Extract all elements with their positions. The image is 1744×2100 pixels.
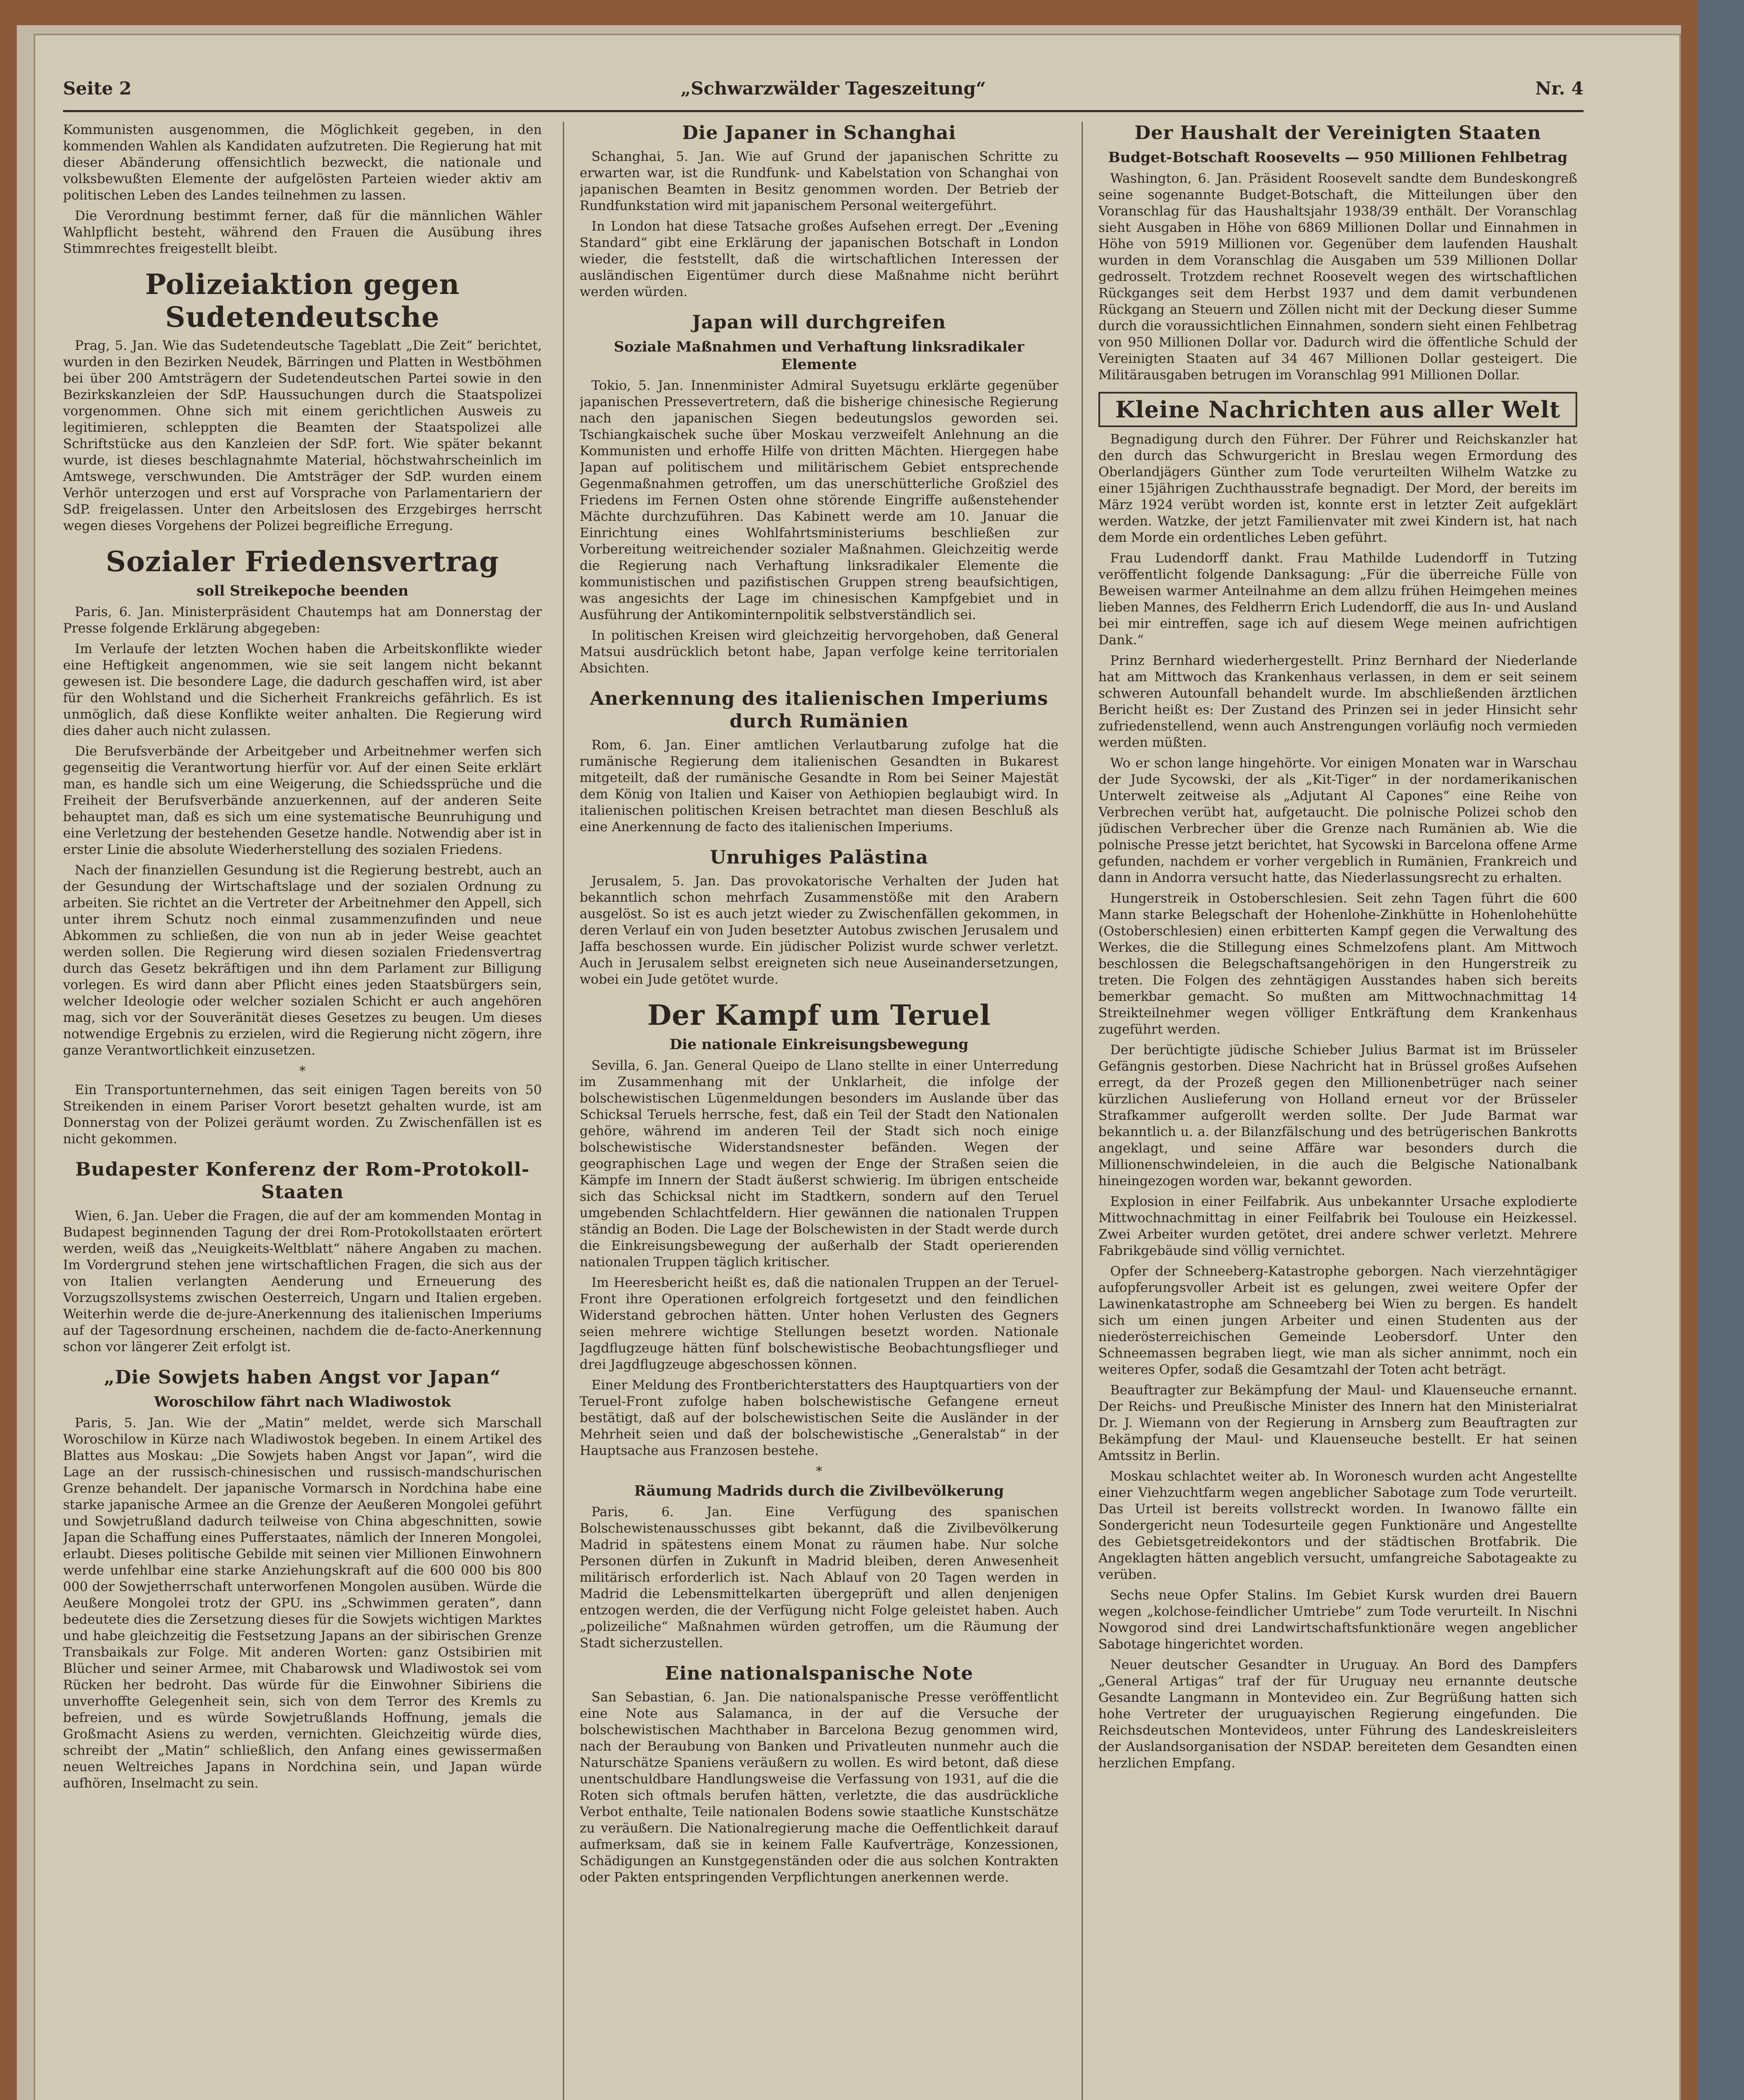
article-paragraph: Paris, 6. Jan. Ministerpräsident Chautemps hat am Donnerstag der Presse folgende Erklärung abgegeben: <box>63 604 542 636</box>
article-paragraph: Prinz Bernhard wiederhergestellt. Prinz Bernhard der Niederlande hat am Mittwoch das Krankenhaus verlassen, in dem er seit seinem schweren Autounfall behandelt wurde. Im abschließenden ärztlichen Bericht heißt es: Der Zustand des Prinzen sei in jeder Hinsicht sehr zufriedenstellend, wenn auch Anstrengungen vorläufig noch vermieden werden müßten. <box>1098 653 1577 750</box>
article-paragraph: Sechs neue Opfer Stalins. Im Gebiet Kursk wurden drei Bauern wegen „kolchose-feindlicher Umtriebe“ zum Tode verurteilt. In Nischni Nowgorod sind drei Landwirtschaftsfunktionäre wegen angeblicher Sabotage hingerichtet worden. <box>1098 1588 1577 1652</box>
article-paragraph: Explosion in einer Feilfabrik. Aus unbekannter Ursache explodierte Mittwochnachmittag in einer Feilfabrik bei Toulouse ein Heizkessel. Zwei Arbeiter wurden getötet, drei andere schwer verletzt. Mehrere Fabrikgebäude sind völlig vernichtet. <box>1098 1194 1577 1258</box>
article-paragraph: Schanghai, 5. Jan. Wie auf Grund der japanischen Schritte zu erwarten war, ist die Rundfunk- und Kabelstation von Schanghai von japanischen Beamten in Besitz genommen worden. Der Betrieb der Rundfunkstation wird mit japanischem Personal weitergeführt. <box>580 149 1058 213</box>
column-1 <box>63 122 542 2100</box>
headline: Japan will durchgreifen <box>692 312 946 333</box>
column-rule-2 <box>1082 122 1083 2100</box>
article-paragraph: Einer Meldung des Frontberichterstatters des Hauptquartiers von der Teruel-Front zufolge haben bolschewistische Gefangene erneut bestätigt, daß auf der bolschewistischen Seite die Ausländer in der Mehrheit seien und daß der bolschewistische „Generalstab“ in der Hauptsache aus Franzosen bestehe. <box>580 1378 1058 1458</box>
article-paragraph: Wien, 6. Jan. Ueber die Fragen, die auf der am kommenden Montag in Budapest beginnenden Tagung der drei Rom-Protokollstaaten erörtert werden, weiß das „Neuigkeits-Weltblatt“ nähere Angaben zu machen. Im Vordergrund stehen jene wirtschaftlichen Fragen, die sich aus der von Italien verlangten Aenderung und Erneuerung des Vorzugszollsystems zwischen Oesterreich, Ungarn und Italien ergeben. Weiterhin werde die de-jure-Anerkennung des italienischen Imperiums auf der Tagesordnung erscheinen, nachdem die de-facto-Anerkennung schon vor längerer Zeit erfolgt ist. <box>63 1208 542 1354</box>
column-3 <box>1098 122 1577 2100</box>
headline: Der Kampf um Teruel <box>647 999 991 1032</box>
article-paragraph: Die Berufsverbände der Arbeitgeber und Arbeitnehmer werfen sich gegenseitig die Verantwortung hierfür vor. Auf der einen Seite erklärt man, es handle sich um eine Weigerung, die Schiedssprüche und die Freiheit der Berufsverbände anzuerkennen, auf der anderen Seite behauptet man, daß es sich um eine systematische Beunruhigung und eine Verletzung der bestehenden Gesetze handle. Notwendig aber ist in erster Linie die absolute Wiederherstellung des sozialen Friedens. <box>63 744 542 857</box>
article-paragraph: Paris, 6. Jan. Eine Verfügung des spanischen Bolschewistenausschusses gibt bekannt, daß die Zivilbevölkerung Madrid in spätestens einem Monat zu räumen habe. Nur solche Personen dürfen in Zukunft in Madrid bleiben, deren Anwesenheit militärisch erforderlich ist. Nach Ablauf von 20 Tagen werden in Madrid die Lebensmittelkarten übergeprüft und allen denjenigen entzogen werden, die der Verfügung nicht Folge geleistet haben. Auch „polizeiliche“ Maßnahmen würden getroffen, um die Räumung der Stadt sicherzustellen. <box>580 1504 1058 1651</box>
headline: Kleine Nachrichten aus aller Welt <box>1115 396 1560 423</box>
article-paragraph: Paris, 5. Jan. Wie der „Matin“ meldet, werde sich Marschall Woroschilow in Kürze nach Wladiwostok begeben. In einem Artikel des Blattes aus Moskau: „Die Sowjets haben Angst vor Japan“, wird die Lage an der russisch-chinesischen und russisch-mandschurischen Grenze behandelt. Der japanische Vormarsch in Nordchina habe eine starke japanische Armee an die Grenze der Aeußeren Mongolei geführt und Sowjetrußland dadurch teilweise von China abgeschnitten, sowie Japan die Schaffung eines Pufferstaates, nämlich der Inneren Mongolei, erlaubt. Dieses politische Gebilde mit seinen vier Millionen Einwohnern werde unfehlbar eine starke Anziehungskraft auf die 600 000 bis 800 000 der Sowjetherrschaft unterworfenen Mongolen ausüben. Würde die Aeußere Mongolei trotz der GPU. ins „Schwimmen geraten“, dann bedeutete dies die Zersetzung dieses für die Sowjets wichtigen Marktes und habe gleichzeitig die Festsetzung Japans an der sibirischen Grenze Transbaikals zur Folge. Mit anderen Worten: ganz Ostsibirien mit Blücher und seiner Armee, mit Chabarowsk und Wladiwostok sei vom Rücken her bedroht. Das würde für die Einwohner Sibiriens die unverhoffte Gelegenheit sein, sich von dem Terror des Kremls zu befreien, und es würde Sowjetrußlands Hoffnung, jemals die Großmacht Asiens zu werden, vernichten. Gleichzeitig würde dies, schreibt der „Matin“ schließlich, den Anfang eines gewissermaßen neuen Weltreiches Japans in Nordchina sein, und Japan würde aufhören, Inselmacht zu sein. <box>63 1415 542 1791</box>
article-paragraph: Prag, 5. Jan. Wie das Sudetendeutsche Tageblatt „Die Zeit“ berichtet, wurden in den Bezirken Neudek, Bärringen und Platten in Westböhmen bei über 200 Amtsträgern der Sudetendeutschen Partei sowie in den Bezirkskanzleien der SdP. Haussuchungen durch die Staatspolizei vorgenommen. Ohne sich mit einem gerichtlichen Ausweis zu legitimieren, schleppten die Beamten der Staatspolizei alle Schriftstücke aus den Kanzleien der SdP. fort. Wie später bekannt wurde, ist dieses beschlagnahmte Material, höchstwahrscheinlich im Amtswege, verschwunden. Die Amtsträger der SdP. wurden einem Verhör unterzogen und erst auf Vorsprache von Parlamentariern der SdP. freigelassen. Unter den Arbeitslosen des Erzgebirges herrscht wegen dieses Vorgehens der Polizei begreifliche Erregung. <box>63 338 542 533</box>
article-paragraph: Beauftragter zur Bekämpfung der Maul- und Klauenseuche ernannt. Der Reichs- und Preußische Minister des Innern hat den Ministerialrat Dr. J. Wiemann von der Regierung in Arnsberg zum Beauftragten zur Bekämpfung der Maul- und Klauenseuche bestellt. Er hat seinen Amtssitz in Berlin. <box>1098 1383 1577 1463</box>
subheadline: Woroschilow fährt nach Wladiwostok <box>154 1394 451 1410</box>
book-binding-right <box>1698 0 1744 2100</box>
article-paragraph: San Sebastian, 6. Jan. Die nationalspanische Presse veröffentlicht eine Note aus Salamanca, in der auf die Versuche der bolschewistischen Machthaber in Barcelona Bezug genommen wird, nach der Beraubung von Banken und Privatleuten nunmehr auch die Naturschätze Spaniens veräußern zu wollen. Es wird betont, daß diese unentschuldbare Handlungsweise die Verfassung von 1931, auf die die Roten sich oftmals berufen hätten, verletzte, die das ausdrückliche Verbot enthalte, Teile nationalen Bodens sowie staatliche Kunstschätze zu veräußern. Die Nationalregierung mache die Oeffentlichkeit darauf aufmerksam, daß sie in keinem Falle Kaufverträge, Konzessionen, Schädigungen an Kunstgegenständen oder die aus solchen Kontrakten oder Pakten entspringenden Verpflichtungen anerkennen werde. <box>580 1690 1058 1885</box>
article-paragraph: Hungerstreik in Ostoberschlesien. Seit zehn Tagen führt die 600 Mann starke Belegschaft der Hohenlohe-Zinkhütte in Hohenlohehütte (Ostoberschlesien) einen erbitterten Kampf gegen die Verwaltung des Werkes, die die Stillegung eines Schmelzofens plant. Am Mittwoch beschlossen die Belegschaftsangehörigen in den Hungerstreik zu treten. Die Folgen des zehntägigen Ausstandes haben sich bereits bemerkbar gemacht. So mußten am Mittwochnachmittag 14 Streikteilnehmer wegen völliger Entkräftung dem Krankenhaus zugeführt werden. <box>1098 891 1577 1037</box>
header-rule <box>63 110 1584 112</box>
headline: Anerkennung des italienischen Imperiums durch Rumänien <box>590 688 1048 732</box>
subheadline: Soziale Maßnahmen und Verhaftung linksradikaler Elemente <box>614 339 1024 373</box>
book-binding-top <box>0 0 1744 25</box>
article-paragraph: Tokio, 5. Jan. Innenminister Admiral Suyetsugu erklärte gegenüber japanischen Pressevertretern, daß die bisherige chinesische Regierung nach den japanischen Siegen bedeutungslos geworden sei. Tschiangkaischek suche über Moskau verzweifelt Anlehnung an die Kommunisten und erhoffe Hilfe von dritten Mächten. Hiergegen habe Japan auf politischem und militärischem Gebiet entsprechende Gegenmaßnahmen getroffen, um das unerschütterliche Großziel des Friedens im Fernen Osten ohne störende Eingriffe außenstehender Mächte durchzuführen. Das Kabinett werde am 10. Januar die Einrichtung eines Wohlfahrtsministeriums beschließen zur Vorbereitung weitreichender sozialer Maßnahmen. Gleichzeitig werde die Regierung nach Verhaftung linksradikaler Elemente die kommunistischen und pazifistischen Gruppen streng beaufsichtigen, was angesichts der Lage im chinesischen Kampfgebiet und in Ausführung der Antikominternpolitik selbstverständlich sei. <box>580 378 1058 622</box>
headline: Sozialer Friedensvertrag <box>106 545 499 578</box>
page-header <box>63 71 1584 105</box>
article-paragraph: Frau Ludendorff dankt. Frau Mathilde Ludendorff in Tutzing veröffentlicht folgende Danksagung: „Für die überreiche Fülle von Beweisen warmer Anteilnahme an dem allzu frühen Heimgehen meines lieben Mannes, des Feldherrn Erich Ludendorff, die aus In- und Ausland bei mir eintreffen, sage ich auf diesem Wege meinen aufrichtigen Dank.“ <box>1098 551 1577 648</box>
subheadline: Budget-Botschaft Roosevelts — 950 Millionen Fehlbetrag <box>1108 149 1568 166</box>
article-paragraph: Im Heeresbericht heißt es, daß die nationalen Truppen an der Teruel-Front ihre Operationen erfolgreich fortgesetzt und den feindlichen Widerstand gebrochen hätten. Unter hohen Verlusten des Gegners seien mehrere wichtige Stellungen besetzt worden. Nationale Jagdflugzeuge hätten fünf bolschewistische Beobachtungsflieger und drei Jagdflugzeuge abgeschossen können. <box>580 1275 1058 1372</box>
separator-star: * <box>299 1064 306 1079</box>
article-paragraph: Die Verordnung bestimmt ferner, daß für die männlichen Wähler Wahlpflicht besteht, während den Frauen die Ausübung ihres Stimmrechtes freigestellt bleibt. <box>63 208 542 256</box>
article-paragraph: Washington, 6. Jan. Präsident Roosevelt sandte dem Bundeskongreß seine sogenannte Budget-Botschaft, die Mitteilungen über den Voranschlag für das Haushaltsjahr 1938/39 enthält. Der Voranschlag sieht Ausgaben in Höhe von 6869 Millionen Dollar und Einnahmen in Höhe von 5919 Millionen vor. Gegenüber dem laufenden Haushalt wurden in dem Voranschlag die Ausgaben um 539 Millionen Dollar gedrosselt. Trotzdem rechnet Roosevelt wegen des wirtschaftlichen Rückganges seit dem Herbst 1937 und dem damit verbundenen Rückgang an Steuern und Zöllen nicht mit der Deckung dieser Summe durch die voraussichtlichen Einnahmen, sondern sieht einen Fehlbetrag von 950 Millionen Dollar vor. Dadurch wird die öffentliche Schuld der Vereinigten Staaten auf 34 467 Millionen Dollar gesteigert. Die Militärausgaben betrugen im Voranschlag 991 Millionen Dollar. <box>1098 171 1577 383</box>
subheadline: Räumung Madrids durch die Zivilbevölkerung <box>634 1483 1004 1499</box>
article-paragraph: Der berüchtigte jüdische Schieber Julius Barmat ist im Brüsseler Gefängnis gestorben. Diese Nachricht hat in Brüssel großes Aufsehen erregt, da der Prozeß gegen den Millionenbetrüger nach seiner kürzlichen Auslieferung von Holland erneut vor der Brüsseler Strafkammer aufgerollt werden sollte. Der Jude Barmat war bekanntlich u. a. der Bilanzfälschung und des betrügerischen Bankrotts angeklagt, und seine Affäre war besonders durch die Millionenschwindeleien, in die auch die Belgische Nationalbank hineingezogen worden war, bekannt geworden. <box>1098 1042 1577 1189</box>
headline: Der Haushalt der Vereinigten Staaten <box>1134 122 1542 144</box>
headline: „Die Sowjets haben Angst vor Japan“ <box>104 1367 501 1388</box>
article-paragraph: Wo er schon lange hingehörte. Vor einigen Monaten war in Warschau der Jude Sycowski, der als „Kit-Tiger“ in der nordamerikanischen Unterwelt zeitweise als „Adjutant Al Capones“ eine Reihe von Verbrechen verübt hat, aufgetaucht. Die polnische Polizei schob den jüdischen Verbrecher über die Grenze nach Rumänien ab. Wie die polnische Presse jetzt berichtet, hat Sycowski in Barcelona offene Arme gefunden, nachdem er vorher vergeblich in Rumänien, Frankreich und dann in Andorra versucht hatte, das Niederlassungsrecht zu erhalten. <box>1098 756 1577 885</box>
column-rule-1 <box>563 122 564 2100</box>
headline: Unruhiges Palästina <box>709 847 929 868</box>
article-paragraph: Nach der finanziellen Gesundung ist die Regierung bestrebt, auch an der Gesundung der Wirtschaftslage und der sozialen Ordnung zu arbeiten. Sie richtet an die Vertreter der Arbeitnehmer den Appell, sich unter ihrem Schutz noch einmal zusammenzufinden und neue Abkommen zu schließen, die von nun ab in jeder Weise geachtet werden sollen. Die Regierung wird diesen sozialen Friedensvertrag durch das Gesetz bekräftigen und ihn dem Parlament zur Billigung vorlegen. Es wird dann aber Pflicht eines jeden Staatsbürgers sein, welcher Ideologie oder welcher sozialen Schicht er auch angehören mag, sich vor der Souveränität dieses Gesetzes zu beugen. Um dieses notwendige Ergebnis zu erzielen, wird die Regierung nicht zögern, ihre ganze Verantwortlichkeit einzusetzen. <box>63 863 542 1058</box>
issue-number: Nr. 4 <box>1535 78 1584 99</box>
article-paragraph: Ein Transportunternehmen, das seit einigen Tagen bereits von 50 Streikenden in einem Pariser Vorort besetzt gehalten wurde, ist am Donnerstag von der Polizei geräumt worden. Zu Zwischenfällen ist es nicht gekommen. <box>63 1082 542 1147</box>
article-paragraph: Jerusalem, 5. Jan. Das provokatorische Verhalten der Juden hat bekanntlich schon mehrfach Zusammenstöße mit den Arabern ausgelöst. So ist es auch jetzt wieder zu Zwischenfällen gekommen, in deren Verlauf ein von Juden besetzter Autobus zwischen Jerusalem und Jaffa beschossen wurde. Ein jüdischer Polizist wurde schwer verletzt. Auch in Jerusalem selbst ereigneten sich neue Auseinandersetzungen, wobei ein Jude getötet wurde. <box>580 874 1058 987</box>
column-2 <box>580 122 1058 2100</box>
headline: Budapester Konferenz der Rom-Protokoll-Staaten <box>75 1159 530 1203</box>
article-paragraph: Moskau schlachtet weiter ab. In Woronesch wurden acht Angestellte einer Viehzuchtfarm wegen angeblicher Sabotage zum Tode verurteilt. Das Urteil ist bereits vollstreckt worden. In Iwanowo fällte ein Sondergericht neun Todesurteile gegen Funktionäre und Angestellte des Gebietsgetreidekontors und der städtischen Brotfabrik. Die Angeklagten hätten angeblich versucht, umfangreiche Sabotageakte zu verüben. <box>1098 1469 1577 1582</box>
article-paragraph: Rom, 6. Jan. Einer amtlichen Verlautbarung zufolge hat die rumänische Regierung dem italienischen Gesandten in Bukarest mitgeteilt, daß der rumänische Gesandte in Rom bei Seiner Majestät dem König von Italien und Kaiser von Aethiopien beglaubigt wird. In italienischen politischen Kreisen betrachtet man diesen Beschluß als eine Anerkennung de facto des italienischen Imperiums. <box>580 738 1058 835</box>
article-paragraph: In politischen Kreisen wird gleichzeitig hervorgehoben, daß General Matsui ausdrücklich betont habe, Japan verfolge keine territorialen Absichten. <box>580 628 1058 676</box>
page-number: Seite 2 <box>63 78 131 99</box>
headline: Eine nationalspanische Note <box>665 1663 974 1684</box>
article-paragraph: Sevilla, 6. Jan. General Queipo de Llano stellte in einer Unterredung im Zusammenhang mit der Unklarheit, die infolge der bolschewistischen Lügenmeldungen besonders im Auslande über das Schicksal Teruels herrsche, fest, daß ein Teil der Stadt den Nationalen gehöre, während im anderen Teil der Stadt sich noch einige bolschewistische Widerstandsnester befänden. Wegen der geographischen Lage und wegen der Enge der Straßen seien die Kämpfe im Innern der Stadt äußerst schwierig. Im übrigen entscheide sich das Schicksal nicht im Stadtkern, sondern auf den Teruel umgebenden Schlachtfeldern. Hier gewännen die nationalen Truppen ständig an Boden. Die Lage der Bolschewisten in der Stadt werde durch die Einkreisungsbewegung der außerhalb der Stadt operierenden nationalen Truppen täglich kritischer. <box>580 1058 1058 1270</box>
article-paragraph: Opfer der Schneeberg-Katastrophe geborgen. Nach vierzehntägiger aufopferungsvoller Arbeit ist es gelungen, zwei weitere Opfer der Lawinenkatastrophe am Schneeberg bei Wien zu bergen. Es handelt sich um einen jungen Arbeiter und einen Studenten aus der niederösterreichischen Gemeinde Leobersdorf. Unter den Schneemassen begraben liegt, wie man als sicher annimmt, noch ein weiteres Opfer, sodaß die Gesamtzahl der Toten acht beträgt. <box>1098 1264 1577 1377</box>
separator-star: * <box>816 1464 822 1479</box>
article-paragraph: Im Verlaufe der letzten Wochen haben die Arbeitskonflikte wieder eine Heftigkeit angenommen, wie sie seit langem nicht bekannt gewesen ist. Die besondere Lage, die dadurch geschaffen wird, ist aber für den Wohlstand und die Sicherheit Frankreichs gefährlich. Es ist unmöglich, daß diese Konflikte weiter anhalten. Die Regierung wird dies daher auch nicht zulassen. <box>63 641 542 738</box>
book-binding-left <box>0 0 17 2100</box>
headline-box <box>1098 392 1577 427</box>
article-paragraph: Kommunisten ausgenommen, die Möglichkeit gegeben, in den kommenden Wahlen als Kandidaten aufzutreten. Die Regierung hat mit dieser Abänderung offensichtlich bezweckt, die nationale und volksbewußten Elemente der aufgelösten Parteien wieder aktiv am politischen Leben des Landes teilnehmen zu lassen. <box>63 122 542 203</box>
headline: Polizeiaktion gegen Sudetendeutsche <box>145 268 460 333</box>
subheadline: Die nationale Einkreisungsbewegung <box>670 1036 969 1053</box>
newspaper-title: „Schwarzwälder Tageszeitung“ <box>680 78 986 99</box>
article-paragraph: Neuer deutscher Gesandter in Uruguay. An Bord des Dampfers „General Artigas“ traf der für Uruguay neu ernannte deutsche Gesandte Langmann in Montevideo ein. Zur Begrüßung hatten sich hohe Vertreter der uruguayischen Regierung eingefunden. Die Reichsdeutschen Montevideos, unter Führung des Landeskreisleiters der Auslandsorganisation der NSDAP. bereiteten dem Gesandten einen herzlichen Empfang. <box>1098 1657 1577 1771</box>
headline: Die Japaner in Schanghai <box>682 122 956 144</box>
article-paragraph: In London hat diese Tatsache großes Aufsehen erregt. Der „Evening Standard“ gibt eine Erklärung der japanischen Botschaft in London wieder, die feststellt, daß die wirtschaftlichen Interessen der ausländischen Eigentümer durch diese Maßnahme nicht berührt werden würden. <box>580 219 1058 299</box>
subheadline: soll Streikepoche beenden <box>196 583 409 599</box>
article-paragraph: Begnadigung durch den Führer. Der Führer und Reichskanzler hat den durch das Schwurgericht in Breslau wegen Ermordung des Oberlandjägers Günther zum Tode verurteilten Wilhelm Watzke zu einer 15jährigen Zuchthausstrafe begnadigt. Der Mord, der bereits im März 1924 verübt worden ist, konnte erst in letzter Zeit aufgeklärt werden. Watzke, der jetzt Familienvater mit zwei Kindern ist, hat nach dem Morde ein ordentliches Leben geführt. <box>1098 432 1577 545</box>
